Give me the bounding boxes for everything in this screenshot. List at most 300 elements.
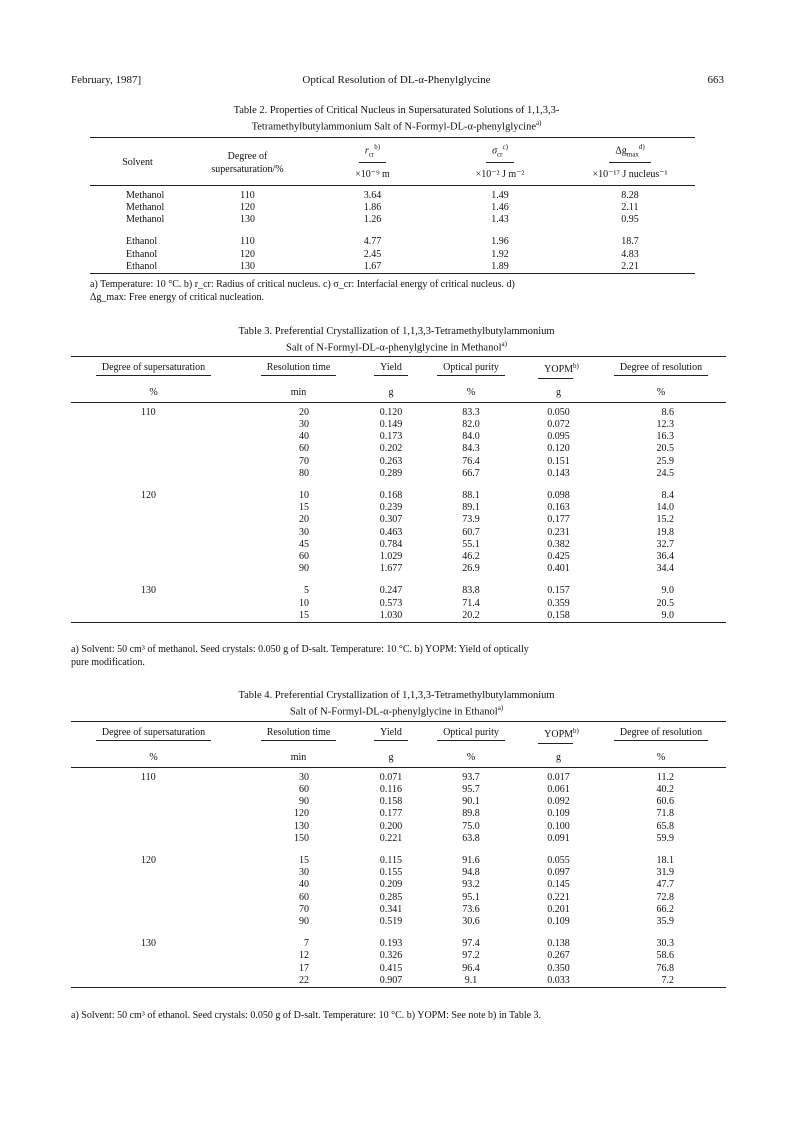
table3-col-header-label: Resolution time (261, 362, 337, 376)
table3-cell: 80 (299, 467, 309, 479)
table4-col-header (361, 722, 421, 748)
table4-col-header-label: Degree of supersaturation (96, 727, 211, 741)
table3-col-header (236, 357, 361, 383)
table3-cell: 0.231 (547, 526, 570, 538)
table3-body (71, 402, 726, 623)
table4-col-header (236, 722, 361, 748)
table3-col-header (521, 357, 596, 383)
table2-head-rcr: $r_{cr}^{b)}$ (310, 138, 435, 163)
table4-row (71, 892, 726, 904)
table4-cell: 12 (299, 950, 309, 962)
table4-row (71, 796, 726, 808)
table2-cell: 1.96 (491, 236, 509, 248)
table3-degree (71, 598, 236, 610)
table2-body (90, 185, 695, 274)
table3-row (71, 419, 726, 431)
table4-degree (71, 904, 236, 916)
table3-note-line2: pure modification. (71, 656, 145, 668)
table3-cell: 71.4 (462, 597, 480, 609)
table3-cell: 70 (299, 455, 309, 467)
table3-cell: 0.247 (379, 585, 403, 597)
table3-cell: 88.1 (462, 489, 480, 501)
table2-cell: 130 (240, 260, 255, 272)
table2-cell: 1.26 (363, 214, 382, 226)
table4-cell: 30.6 (462, 915, 480, 927)
table4-cell: 97.4 (462, 938, 480, 950)
table2-group-gap (90, 226, 695, 236)
table4-caption (0, 689, 793, 719)
table3-cell: 0.173 (379, 431, 403, 443)
table4-cell: 40.2 (656, 783, 674, 795)
table4-cell: 89.8 (462, 808, 480, 820)
table3-cell: 0.784 (379, 538, 403, 550)
table3-caption-line2: Salt of N-Formyl-DL-α-phenylglycine in Methanol (286, 342, 502, 354)
table4-degree (71, 796, 236, 808)
table4-cell: 96.4 (462, 962, 480, 974)
table3-cell: 15 (299, 502, 309, 514)
table3-unit: % (149, 386, 158, 398)
table3-unit: g (388, 386, 394, 398)
table4-cell: 60 (299, 783, 309, 795)
table4-row (71, 767, 726, 784)
table3-cell: 15.2 (656, 514, 674, 526)
table4-unit: % (466, 751, 476, 763)
table3-cell: 66.7 (462, 467, 480, 479)
table2-cell: 120 (240, 248, 255, 260)
table4-cell: 0.221 (547, 891, 570, 903)
table2-cell: 130 (240, 214, 255, 226)
table4-cell: 93.7 (462, 771, 480, 783)
table3-cell: 12.3 (656, 418, 674, 430)
table3-cell: 0.120 (547, 443, 570, 455)
table4-footnotes (71, 1010, 736, 1023)
table3-degree (71, 539, 236, 551)
table4-col-header-label: Yield (374, 727, 408, 741)
table3-col-header (596, 357, 726, 383)
table4-cell: 0.519 (379, 915, 403, 927)
table3-cell: 0.239 (379, 502, 403, 514)
table3-cell: 0.425 (547, 550, 570, 562)
table4-unit-row (71, 748, 726, 768)
table3-degree: 110 (141, 406, 156, 418)
table4-cell: 0.109 (547, 808, 570, 820)
table3-row (71, 585, 726, 597)
table4-cell: 0.100 (547, 820, 570, 832)
table4-cell: 0.138 (547, 938, 570, 950)
table3-row (71, 563, 726, 575)
table2-cell: 8.28 (621, 189, 639, 201)
table2-row (90, 236, 695, 248)
table2-cell: Ethanol (126, 260, 158, 272)
table3-bottom-rule (71, 622, 726, 623)
table2-note-line2: Δg_max: Free energy of critical nucleation. (90, 291, 264, 303)
table4-yopm-footnote-mark: b) (573, 727, 579, 735)
table3-row (71, 490, 726, 502)
table4-caption-line2: Salt of N-Formyl-DL-α-phenylglycine in Ethanol (289, 706, 498, 718)
table2-cell: 1.49 (491, 189, 509, 201)
table3-cell: 36.4 (656, 550, 674, 562)
table3-cell: 20 (299, 514, 309, 526)
table4-degree (71, 784, 236, 796)
table4-row (71, 879, 726, 891)
table3-cell: 19.8 (656, 526, 674, 538)
table4-col-header (596, 722, 726, 748)
table4-col-header-label: Degree of resolution (614, 727, 708, 741)
table4-cell: 0.341 (379, 903, 403, 915)
table4-degree (71, 892, 236, 904)
table4-cell: 0.193 (379, 938, 403, 950)
table3-row (71, 527, 726, 539)
table4-unit: g (556, 751, 561, 763)
table3-caption (0, 325, 793, 355)
table3-cell: 60 (299, 550, 309, 562)
table3-cell: 9.0 (661, 609, 674, 621)
table3-cell: 9.0 (661, 585, 674, 597)
table4-cell: 9.1 (464, 974, 478, 986)
table3-cell: 16.3 (656, 431, 674, 443)
table4-row (71, 833, 726, 845)
table2-cell: 2.45 (363, 248, 382, 260)
table4-cell: 90 (299, 915, 309, 927)
table4-cell: 0.055 (547, 854, 570, 866)
table4-cell: 15 (299, 854, 309, 866)
table4-cell: 0.177 (379, 808, 403, 820)
table3 (71, 356, 726, 623)
table4-degree: 130 (141, 938, 156, 950)
table3-cell: 40 (299, 431, 309, 443)
table4-cell: 71.8 (656, 808, 674, 820)
table4-cell: 11.2 (656, 771, 674, 783)
table2-caption (0, 104, 793, 134)
table4-cell: 7 (304, 938, 309, 950)
table4-cell: 31.9 (656, 867, 674, 879)
running-header-title: Optical Resolution of DL-α-Phenylglycine (302, 74, 491, 86)
table2-cell: 4.77 (363, 236, 382, 248)
table3-cell: 0.168 (379, 489, 403, 501)
table2-cell: 1.92 (491, 248, 509, 260)
table3-cell: 0.573 (379, 597, 403, 609)
table3-col-header-label: Optical purity (437, 362, 505, 376)
table4-degree (71, 833, 236, 845)
table4-cell: 0.201 (547, 903, 570, 915)
table4-cell: 0.071 (379, 771, 403, 783)
table3-cell: 60 (299, 443, 309, 455)
table3-cell: 8.6 (661, 406, 674, 418)
table4-group-gap (71, 928, 726, 938)
table3-cell: 0.401 (547, 563, 570, 575)
table3-col-header (421, 357, 521, 383)
table3-cell: 45 (299, 538, 309, 550)
table4-cell: 73.6 (462, 903, 480, 915)
table2-unit-dg: ×10⁻¹⁷ J nucleus⁻¹ (592, 168, 668, 180)
table2-cell: 120 (240, 201, 255, 213)
table3-note-line1: a) Solvent: 50 cm³ of methanol. Seed crystals: 0.050 g of D-salt. Temperature: 10 °C. b) YOPM: Yield of optically (71, 644, 529, 655)
table3-cell: 0.202 (379, 443, 403, 455)
table2-cell: 110 (240, 189, 255, 201)
table4-cell: 95.1 (462, 891, 480, 903)
table2-cell: 18.7 (621, 236, 639, 248)
table3-cell: 24.5 (656, 467, 674, 479)
table2-cell: 2.21 (621, 260, 639, 272)
running-header-date: February, 1987] (71, 74, 142, 86)
table3-col-header (71, 357, 236, 383)
table3-cell: 10 (299, 489, 309, 501)
table3-col-header (361, 357, 421, 383)
table4-col-header-label: Optical purity (437, 727, 505, 741)
table2-header-row (90, 138, 695, 163)
table3-cell: 73.9 (462, 514, 480, 526)
table4-caption-footnote-mark: a) (497, 704, 504, 712)
table2-cell: Ethanol (126, 248, 158, 260)
table3-degree (71, 551, 236, 563)
table3-row (71, 402, 726, 419)
table4-row (71, 938, 726, 950)
table4-cell: 0.097 (547, 867, 570, 879)
table3-degree (71, 468, 236, 480)
table3-cell: 0.263 (379, 455, 403, 467)
table3-cell: 55.1 (462, 538, 480, 550)
table3-col-header-label: Yield (374, 362, 408, 376)
table4-cell: 0.415 (379, 962, 403, 974)
table3-cell: 20.5 (656, 597, 674, 609)
table3-row (71, 598, 726, 610)
table4-caption-line1: Table 4. Preferential Crystallization of 1,1,3,3-Tetramethylbutylammonium (238, 690, 555, 701)
table3-cell: 84.0 (462, 431, 480, 443)
table2-cell: Ethanol (126, 236, 158, 248)
table3-cell: 0.072 (547, 418, 570, 430)
table3-cell: 60.7 (462, 526, 480, 538)
table3-degree (71, 527, 236, 539)
table3-cell: 1.677 (379, 563, 403, 575)
table4-cell: 18.1 (656, 854, 674, 866)
table4-cell: 58.6 (656, 950, 674, 962)
table3-cell: 90 (299, 563, 309, 575)
table2-bottom-rule (90, 273, 695, 274)
table4-cell: 0.092 (547, 796, 570, 808)
table4-cell: 150 (294, 832, 309, 844)
table3-cell: 0.143 (547, 467, 570, 479)
table3-cell: 0.382 (547, 538, 570, 550)
table3-unit: g (556, 386, 561, 398)
table3-cell: 0.050 (547, 406, 570, 418)
table3-cell: 10 (299, 597, 309, 609)
table4-cell: 59.9 (656, 832, 674, 844)
table3-cell: 0.307 (379, 514, 403, 526)
table4-cell: 70 (299, 903, 309, 915)
table3-cell: 83.8 (462, 585, 480, 597)
table3-cell: 25.9 (656, 455, 674, 467)
table2-caption-footnote-mark: a) (535, 119, 542, 127)
table4-degree (71, 879, 236, 891)
table4-cell: 65.8 (656, 820, 674, 832)
table3-cell: 20.2 (462, 609, 480, 621)
table3-row (71, 514, 726, 526)
table4-cell: 0.061 (547, 783, 570, 795)
table2-cell: 0.95 (621, 214, 639, 226)
table4-cell: 0.285 (379, 891, 403, 903)
table2-cell: 4.83 (621, 248, 639, 260)
table4-header-row (71, 722, 726, 748)
table4-cell: 0.326 (379, 950, 403, 962)
table4-cell: 95.7 (462, 783, 480, 795)
table2-cell: 2.11 (621, 201, 639, 213)
table4-cell: 90 (299, 796, 309, 808)
table3-cell: 0.157 (547, 585, 570, 597)
table3-cell: 0.149 (379, 418, 403, 430)
table4-col-header (421, 722, 521, 748)
table3-cell: 82.0 (462, 418, 480, 430)
table3-unit: % (466, 386, 476, 398)
table4-group-gap (71, 845, 726, 855)
table4-degree (71, 867, 236, 879)
table3-degree (71, 514, 236, 526)
table4-cell: 7.2 (661, 974, 674, 986)
table4-cell: 30 (299, 771, 309, 783)
table4-cell: 93.2 (462, 879, 480, 891)
table3-degree (71, 443, 236, 455)
table4-cell: 0.116 (379, 783, 403, 795)
table4-cell: 76.8 (656, 962, 674, 974)
table2-caption-line1: Table 2. Properties of Critical Nucleus in Supersaturated Solutions of 1,1,3,3- (233, 105, 560, 116)
table3-row (71, 610, 726, 623)
table2-cell: 1.86 (363, 201, 382, 213)
table4-cell: 130 (294, 820, 309, 832)
table4-note-line1: a) Solvent: 50 cm³ of ethanol. Seed crystals: 0.050 g of D-salt. Temperature: 10 °C. b) YOPM: See note b) in Table 3. (71, 1010, 542, 1021)
table3-cell: 15 (299, 609, 309, 621)
table3-col-header-label: Degree of resolution (614, 362, 708, 376)
table3-caption-line1: Table 3. Preferential Crystallization of 1,1,3,3-Tetramethylbutylammonium (238, 326, 555, 337)
table3-cell: 0.359 (547, 597, 570, 609)
table2 (90, 137, 695, 274)
table4-cell: 0.200 (379, 820, 403, 832)
table4-cell: 0.017 (547, 771, 570, 783)
table2-head-dg: $\Delta g_{max}^{d)}$ (565, 138, 695, 163)
table4-cell: 90.1 (462, 796, 480, 808)
table4-cell: 0.267 (547, 950, 570, 962)
table4-cell: 120 (294, 808, 309, 820)
table4-bottom-rule (71, 987, 726, 988)
table3-cell: 76.4 (462, 455, 480, 467)
table2-cell: 1.67 (363, 260, 382, 272)
table4-unit: min (290, 751, 307, 763)
table2-footnotes (90, 279, 700, 304)
table3-row (71, 468, 726, 480)
table4-cell: 0.109 (547, 915, 570, 927)
table4-row (71, 855, 726, 867)
table3-row (71, 456, 726, 468)
table4-cell: 0.907 (379, 974, 403, 986)
table3-cell: 30 (299, 526, 309, 538)
table4-cell: 0.033 (547, 974, 570, 986)
table4-cell: 0.145 (547, 879, 570, 891)
table4-unit: g (388, 751, 394, 763)
table4-unit: % (656, 751, 666, 763)
table4-cell: 35.9 (656, 915, 674, 927)
table4-cell: 91.6 (462, 854, 480, 866)
table3-degree (71, 431, 236, 443)
table4-cell: 60 (299, 891, 309, 903)
table3-cell: 0.120 (379, 406, 403, 418)
table2-unit-sigma: ×10⁻² J m⁻² (475, 168, 525, 180)
table3-degree (71, 563, 236, 575)
page-number: 663 (707, 74, 724, 86)
table4-cell: 0.209 (379, 879, 403, 891)
table3-cell: 20 (299, 406, 309, 418)
table4-row (71, 821, 726, 833)
table4-cell: 0.158 (379, 796, 403, 808)
table4-cell: 94.8 (462, 867, 480, 879)
table4-cell: 75.0 (462, 820, 480, 832)
table4-degree (71, 821, 236, 833)
table4-cell: 0.350 (547, 962, 570, 974)
table3-cell: 0.163 (547, 502, 570, 514)
table3-cell: 0.158 (547, 609, 570, 621)
table4-degree (71, 808, 236, 820)
table2-unit-rcr: ×10⁻⁹ m (355, 168, 390, 180)
table4-cell: 47.7 (656, 879, 674, 891)
table4-degree (71, 916, 236, 928)
table4-degree (71, 975, 236, 988)
table4-row (71, 784, 726, 796)
table2-note-line1: a) Temperature: 10 °C. b) r_cr: Radius of critical nucleus. c) σ_cr: Interfacial energy of critical nucleus. d) (90, 279, 515, 290)
table3-degree (71, 610, 236, 623)
table4-cell: 63.8 (462, 832, 480, 844)
table3-unit: % (656, 386, 666, 398)
table2-head-sigma: $\sigma_{cr}^{c)}$ (435, 138, 565, 163)
table3-footnotes (71, 644, 731, 669)
table3-col-header-label: YOPM (538, 364, 573, 378)
table2-row (90, 185, 695, 202)
table2-caption-line2: Tetramethylbutylammonium Salt of N-Formyl-DL-α-phenylglycine (251, 121, 536, 133)
table4-degree: 110 (141, 771, 156, 783)
table3-cell: 30 (299, 418, 309, 430)
table2-cell: 3.64 (363, 189, 382, 201)
table4-row (71, 867, 726, 879)
table3-row (71, 539, 726, 551)
table4-col-header-label: Resolution time (261, 727, 337, 741)
table2-cell: 1.89 (491, 260, 509, 272)
table4-row (71, 916, 726, 928)
table4-row (71, 975, 726, 988)
table4 (71, 721, 726, 988)
table3-cell: 34.4 (656, 563, 674, 575)
table3-cell: 89.1 (462, 502, 480, 514)
table3-cell: 46.2 (462, 550, 480, 562)
table4-unit: % (149, 751, 158, 763)
table3-cell: 20.5 (656, 443, 674, 455)
table2-cell: Methanol (126, 214, 165, 226)
table4-cell: 60.6 (656, 796, 674, 808)
table3-group-gap (71, 480, 726, 490)
table4-col-header-label: YOPM (538, 729, 573, 743)
table3-cell: 84.3 (462, 443, 480, 455)
table3-cell: 1.029 (379, 550, 403, 562)
table3-cell: 14.0 (656, 502, 674, 514)
table3-row (71, 502, 726, 514)
table4-cell: 72.8 (656, 891, 674, 903)
table4-degree (71, 950, 236, 962)
table4-row (71, 963, 726, 975)
table4-cell: 0.115 (379, 854, 403, 866)
table3-cell: 26.9 (462, 563, 480, 575)
table3-col-header-label: Degree of supersaturation (96, 362, 211, 376)
table2-row (90, 261, 695, 274)
table3-row (71, 551, 726, 563)
table4-col-header (521, 722, 596, 748)
table3-yopm-footnote-mark: b) (573, 362, 579, 370)
table3-cell: 8.4 (661, 489, 674, 501)
table2-cell: 1.46 (491, 201, 509, 213)
